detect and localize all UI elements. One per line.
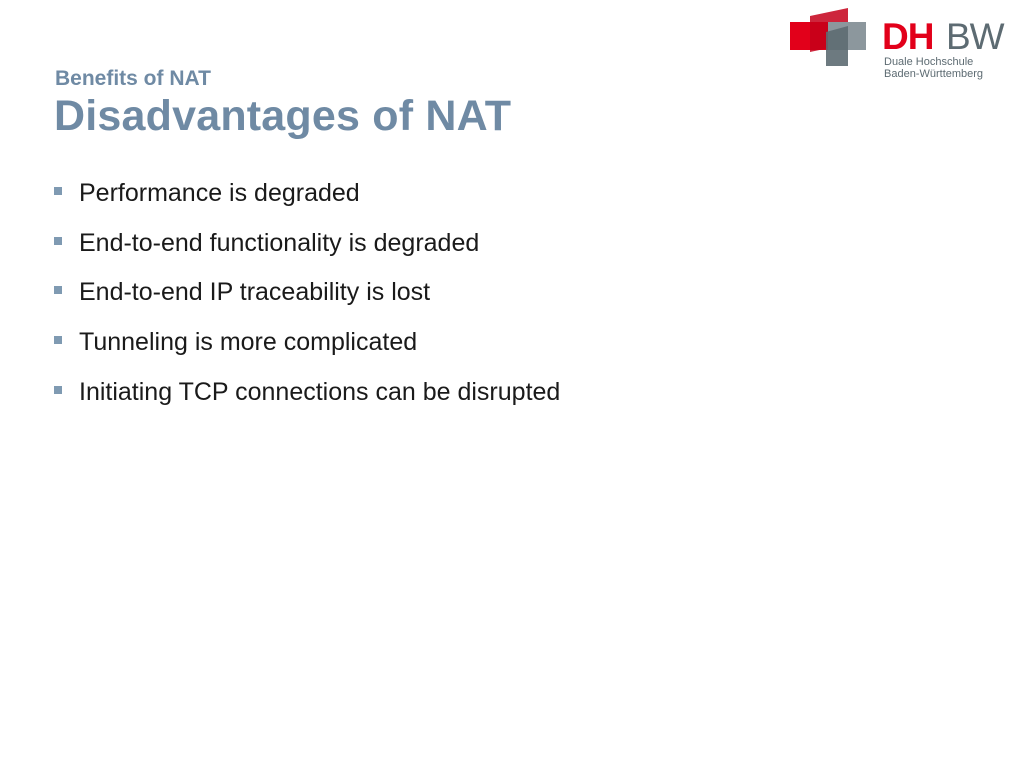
slide-title: Disadvantages of NAT xyxy=(54,92,512,140)
bullet-item xyxy=(54,375,560,425)
square-bullet-icon xyxy=(54,237,62,245)
square-bullet-icon xyxy=(54,386,62,394)
square-bullet-icon xyxy=(54,187,62,195)
logo-line-2: Baden-Württemberg xyxy=(884,68,984,80)
logo-line-1: Duale Hochschule xyxy=(884,56,974,68)
dhbw-logo-mark-icon xyxy=(788,6,878,72)
bullet-item xyxy=(54,176,560,226)
slide-supertitle: Benefits of NAT xyxy=(55,67,211,90)
bullet-text: Performance is degraded xyxy=(79,179,360,207)
bullet-item xyxy=(54,275,560,325)
bullet-item xyxy=(54,226,560,276)
logo-bw-text: BW xyxy=(946,16,1004,57)
bullet-item xyxy=(54,325,560,375)
bullet-list xyxy=(54,176,560,424)
square-bullet-icon xyxy=(54,286,62,294)
bullet-text: End-to-end functionality is degraded xyxy=(79,228,480,257)
bullet-text: End-to-end IP traceability is lost xyxy=(79,278,431,307)
bullet-text: Tunneling is more complicated xyxy=(79,328,418,357)
square-bullet-icon xyxy=(54,336,62,344)
bullet-text: Initiating TCP connections can be disrupted xyxy=(79,377,561,406)
logo-dh-text: DH xyxy=(882,16,934,57)
dhbw-logo xyxy=(788,6,1018,86)
